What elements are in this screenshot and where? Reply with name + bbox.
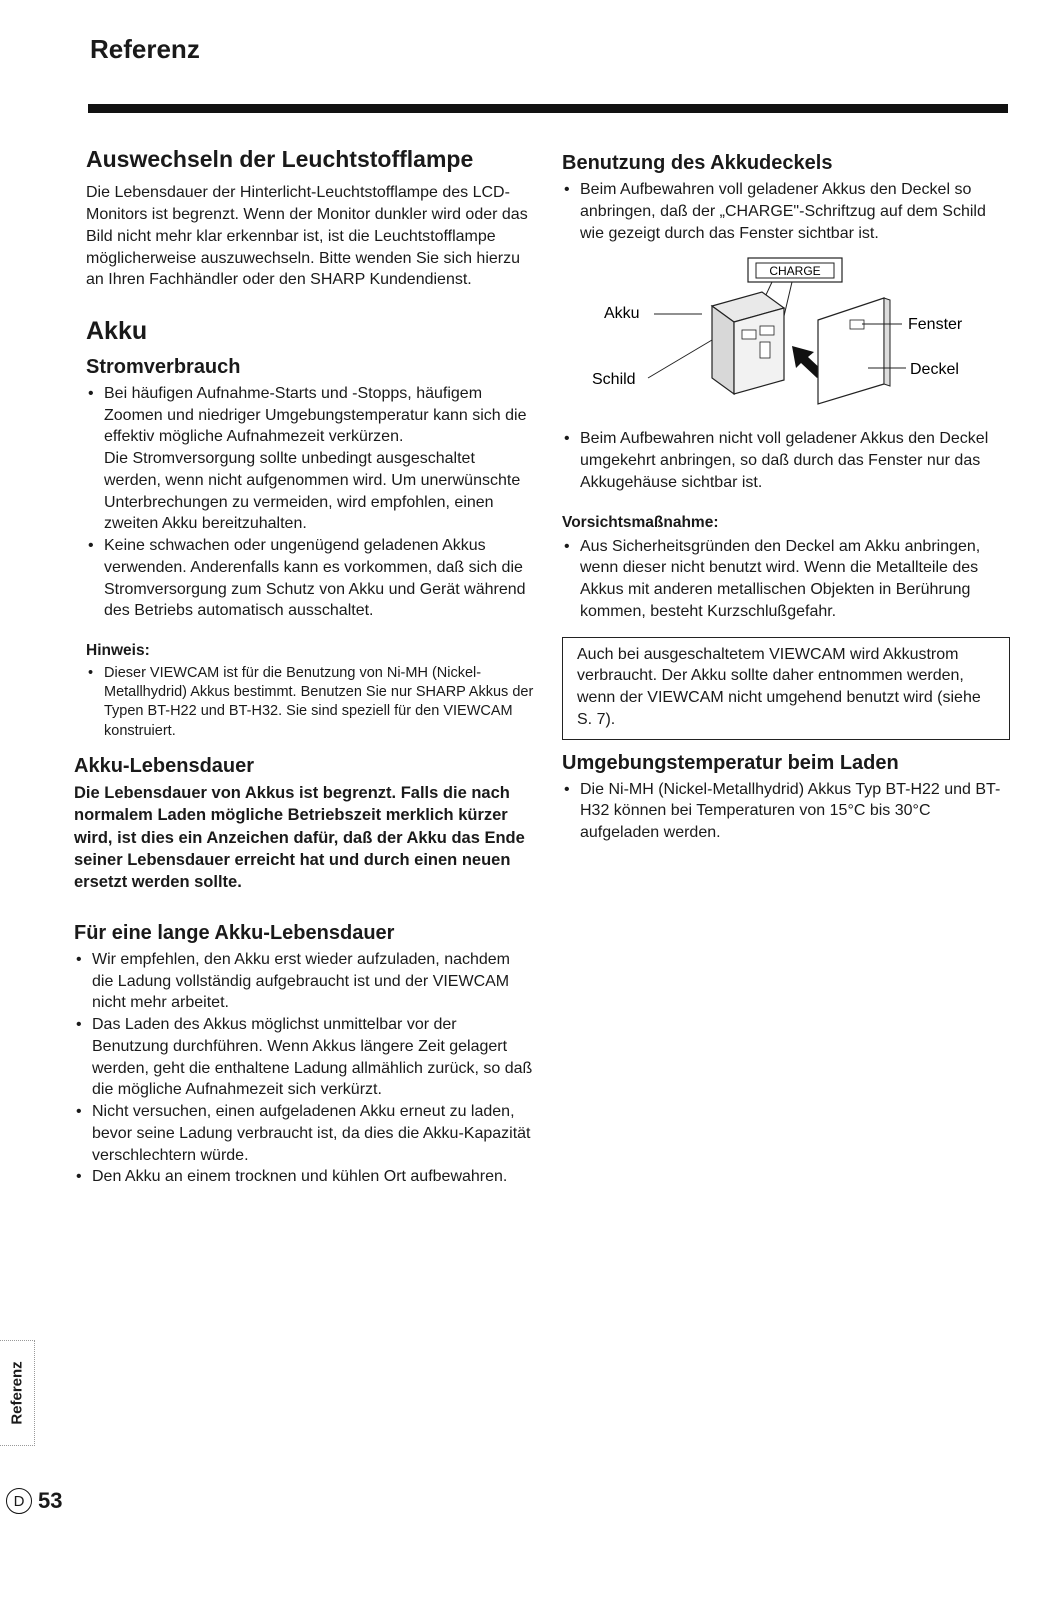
- section-akku: [86, 317, 534, 741]
- page-letter-circle: D: [6, 1488, 32, 1514]
- list-vorsicht: [562, 536, 1010, 623]
- heading-stromverbrauch: Stromverbrauch: [86, 355, 241, 378]
- side-tab: [0, 1340, 35, 1446]
- page-number: [6, 1488, 62, 1514]
- heading-deckel: Benutzung des Akkudeckels: [562, 152, 833, 174]
- list-item: • Das Laden des Akkus möglichst unmittelbar vor der Benutzung durchführen. Wenn Akkus längere Zeit gelagert werden, geht die enthaltene Ladung allmählich zurück, so daß die mögliche Aufnahmezeit sich verkürzt.: [74, 1014, 534, 1101]
- text-lebensdauer: Die Lebensdauer von Akkus ist begrenzt. Falls die nach normalem Laden mögliche Betriebszeit merklich kürzer wird, ist dies ein Anzeichen dafür, daß der Akku das Ende seiner Lebensdauer erreicht hat und durch einen neuen ersetzt werden sollte.: [74, 783, 525, 892]
- akku-deckel-diagram: [562, 254, 982, 416]
- title-rule: [88, 104, 1008, 113]
- list-item: • Dieser VIEWCAM ist für die Benutzung von Ni-MH (Nickel-Metallhydrid) Akkus bestimmt. Benutzen Sie nur SHARP Akkus der Typen BT-H22 und BT-H32. Sie sind speziell für den VIEWCAM konstruiert.: [86, 664, 534, 741]
- heading-hinweis: Hinweis:: [86, 642, 150, 660]
- list-temperatur: [562, 779, 1010, 844]
- label-schild: Schild: [592, 371, 636, 389]
- list-deckel-1: [562, 179, 1010, 244]
- list-stromverbrauch: [86, 383, 534, 622]
- list-item: • Nicht versuchen, einen aufgeladenen Akku erneut zu laden, bevor seine Ladung verbraucht ist, da dies die Akku-Kapazität verschlechtern würde.: [74, 1101, 534, 1166]
- diagram-svg: [562, 254, 982, 416]
- label-fenster: Fenster: [908, 316, 963, 334]
- list-item: • Wir empfehlen, den Akku erst wieder aufzuladen, nachdem die Ladung vollständig aufgebraucht ist und der VIEWCAM nicht mehr arbeitet.: [74, 949, 534, 1014]
- list-hinweis: [86, 664, 534, 741]
- section-lange: [74, 922, 534, 1188]
- list-item: • Die Ni-MH (Nickel-Metallhydrid) Akkus Typ BT-H22 und BT-H32 können bei Temperaturen von 15°C bis 30°C aufgeladen werden.: [562, 779, 1010, 844]
- list-item: [86, 383, 534, 535]
- heading-akku: Akku: [86, 317, 148, 346]
- list-item: • Beim Aufbewahren nicht voll geladener Akkus den Deckel umgekehrt anbringen, so daß durch das Fenster nur das Akkugehäuse sichtbar ist.: [562, 428, 1010, 493]
- list-item: • Den Akku an einem trocknen und kühlen Ort aufbewahren.: [74, 1166, 534, 1188]
- section-lamp: [74, 146, 534, 291]
- list-lange: [74, 949, 534, 1188]
- heading-vorsicht: Vorsichtsmaßnahme:: [562, 513, 719, 531]
- list-item: • Aus Sicherheitsgründen den Deckel am Akku anbringen, wenn dieser nicht benutzt wird. Wenn die Metallteile des Akkus mit anderen metallischen Objekten in Berührung kommen, besteht Kurzschlußgefahr.: [562, 536, 1010, 623]
- label-akku: Akku: [604, 305, 640, 323]
- section-lebensdauer: [74, 755, 534, 894]
- right-column: [562, 152, 1010, 844]
- text-lamp: Die Lebensdauer der Hinterlicht-Leuchtstofflampe des LCD-Monitors ist begrenzt. Wenn der Monitor dunkler wird oder das Bild nicht mehr klar erkennbar ist, ist die Leuchtstofflampe möglicherweise auszuwechseln. Bitte wenden Sie sich hierzu an Ihren Fachhändler oder den SHARP Kundendienst.: [86, 184, 528, 289]
- heading-temperatur: Umgebungstemperatur beim Laden: [562, 751, 899, 774]
- heading-lamp: Auswechseln der Leuchtstofflampe: [86, 146, 474, 172]
- heading-lebensdauer: Akku-Lebensdauer: [74, 754, 255, 777]
- note-text: Auch bei ausgeschaltetem VIEWCAM wird Akkustrom verbraucht. Der Akku sollte daher entnommen werden, wenn der VIEWCAM nicht umgehend benutzt wird (siehe S. 7).: [577, 645, 981, 728]
- bullet-text: Bei häufigen Aufnahme-Starts und -Stopps, häufigem Zoomen und niedriger Umgebungstemperatur kann sich die effektiv mögliche Aufnahmezeit verkürzen.: [104, 384, 527, 446]
- page-number-value: 53: [38, 1488, 63, 1513]
- list-item: • Keine schwachen oder ungenügend geladenen Akkus verwenden. Anderenfalls kann es vorkommen, daß sich die Stromversorgung zum Schutz von Akku und Gerät während des Betriebs automatisch ausschaltet.: [86, 535, 534, 622]
- list-deckel-2: [562, 428, 1010, 493]
- page-title: Referenz: [90, 34, 200, 64]
- heading-lange: Für eine lange Akku-Lebensdauer: [74, 921, 395, 944]
- side-tab-label: Referenz: [8, 1361, 26, 1425]
- bullet-text-cont: Die Stromversorgung sollte unbedingt ausgeschaltet werden, wenn nicht aufgenommen wird. Um unerwünschte Unterbrechungen zu vermeiden, wird empfohlen, einen zweiten Akku bereitzuhalten.: [104, 450, 521, 533]
- note-box: [562, 637, 1010, 740]
- label-deckel: Deckel: [910, 361, 959, 379]
- list-item: • Beim Aufbewahren voll geladener Akkus den Deckel so anbringen, daß der „CHARGE"-Schriftzug auf dem Schild wie gezeigt durch das Fenster sichtbar ist.: [562, 179, 1010, 244]
- left-column: [74, 146, 534, 1188]
- charge-label: CHARGE: [769, 264, 821, 279]
